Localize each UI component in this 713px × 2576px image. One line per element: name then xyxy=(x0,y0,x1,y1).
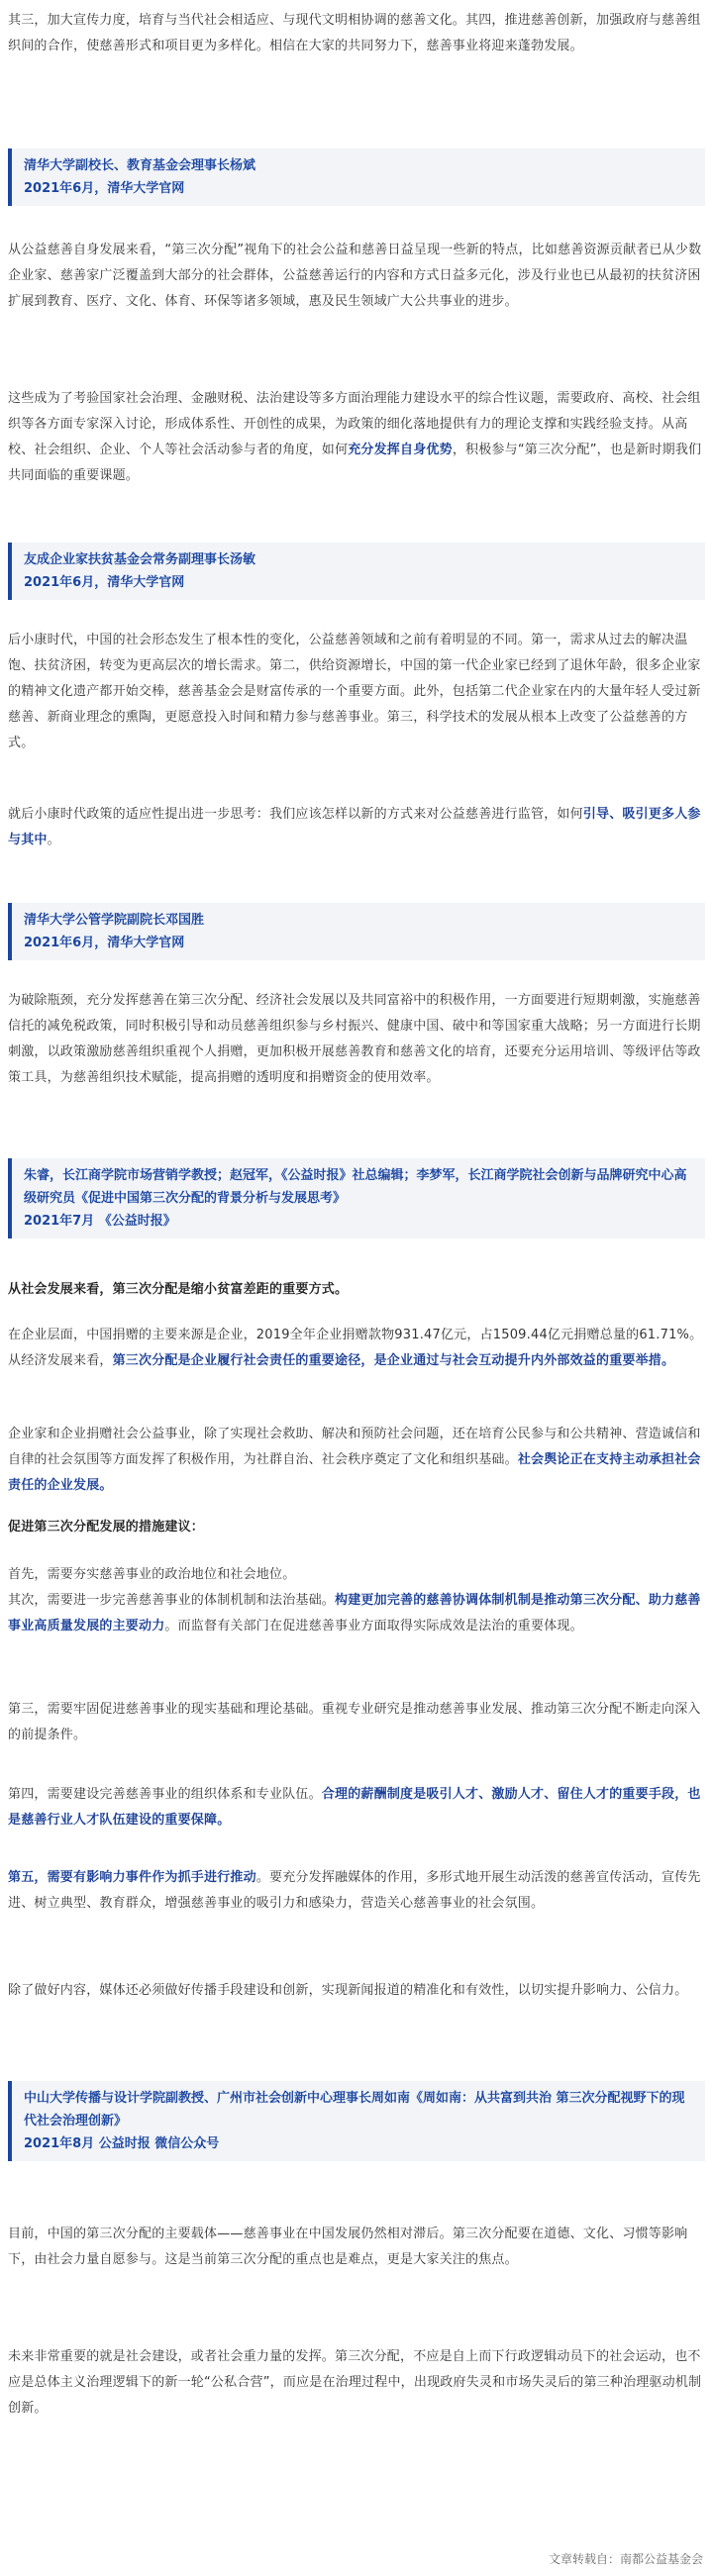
speaker-date: 2021年6月，清华大学官网 xyxy=(24,936,185,950)
speaker-date: 2021年7月 《公益时报》 xyxy=(24,1214,176,1229)
paragraph-text: 。 xyxy=(47,833,60,847)
paragraph xyxy=(8,1588,705,1639)
source-credit: 文章转载自：南都公益基金会 xyxy=(548,2552,703,2566)
speaker-name: 清华大学副校长、教育基金会理事长杨斌 xyxy=(24,158,256,173)
paragraph xyxy=(8,1782,705,1833)
speaker-card-zhu-rui xyxy=(8,1158,705,1238)
paragraph: 除了做好内容，媒体还必须做好传播手段建设和创新，实现新闻报道的精准化和有效性，以切实提升影响力、公信力。 xyxy=(8,1983,688,1998)
section-heading: 促进第三次分配发展的措施建议： xyxy=(8,1520,205,1535)
paragraph: 第三，需要牢固促进慈善事业的现实基础和理论基础。重视专业研究是推动慈善事业发展、推动第三次分配不断走向深入的前提条件。 xyxy=(8,1702,701,1742)
speaker-name: 友成企业家扶贫基金会常务副理事长汤敏 xyxy=(24,552,256,567)
highlight-text: 合理的薪酬制度是吸引人才、激励人才、留住人才的重要手段，也是慈善行业人才队伍建设的重要保障。 xyxy=(8,1787,701,1828)
paragraph-text: 。要充分发挥融媒体的作用，多形式地开展生动活泼的慈善宣传活动，宣传先进、树立典型、教育群众，增强慈善事业的吸引力和感染力，营造关心慈善事业的社会氛围。 xyxy=(8,1870,701,1911)
paragraph-text: 就后小康时代政策的适应性提出进一步思考：我们应该怎样以新的方式来对公益慈善进行监管，如何 xyxy=(8,807,583,822)
speaker-name: 中山大学传播与设计学院副教授、广州市社会创新中心理事长周如南《周如南：从共富到共治 第三次分配视野下的现代社会治理创新》 xyxy=(24,2091,685,2129)
speaker-date: 2021年8月 公益时报 微信公众号 xyxy=(24,2136,220,2151)
paragraph-text: 其次，需要进一步完善慈善事业的体制机制和法治基础。 xyxy=(8,1593,336,1608)
paragraph: 目前，中国的第三次分配的主要载体——慈善事业在中国发展仍然相对滞后。第三次分配要在道德、文化、习惯等影响下，由社会力量自愿参与。这是当前第三次分配的重点也是难点，更是大家关注的焦点。 xyxy=(8,2227,688,2267)
paragraph-text: 第四，需要建设完善慈善事业的组织体系和专业队伍。 xyxy=(8,1787,322,1802)
speaker-date: 2021年6月，清华大学官网 xyxy=(24,575,185,590)
paragraph: 后小康时代，中国的社会形态发生了根本性的变化，公益慈善领域和之前有着明显的不同。第一，需求从过去的解决温饱、扶贫济困，转变为更高层次的增长需求。第二，供给资源增长，中国的第一代企业家已经到了退休年龄，很多企业家的精神文化遗产都开始交棒，慈善基金会是财富传承的一个重要方面。此外，包括第二代企业家在内的大量年轻人受过新慈善、新商业理念的熏陶，更愿意投入时间和精力参与慈善事业。第三，科学技术的发展从根本上改变了公益慈善的方式。 xyxy=(8,633,701,750)
highlight-text: 引导、吸引更多人参与其中 xyxy=(8,807,701,847)
speaker-card-zhou-runan xyxy=(8,2081,705,2161)
paragraph xyxy=(8,802,705,853)
paragraph: 为破除瓶颈，充分发挥慈善在第三次分配、经济社会发展以及共同富裕中的积极作用，一方面要进行短期刺激，实施慈善信托的减免税政策，同时积极引导和动员慈善组织参与乡村振兴、健康中国、破中和等国家重大战略；另一方面进行长期刺激，以政策激励慈善组织重视个人捐赠，更加积极开展慈善教育和慈善文化的培育，还要充分运用培训、等级评估等政策工具，为慈善组织技术赋能，提高捐赠的透明度和捐赠资金的使用效率。 xyxy=(8,993,701,1085)
highlight-text: 第三次分配是企业履行社会责任的重要途径，是企业通过与社会互动提升内外部效益的重要举措。 xyxy=(112,1353,675,1368)
highlight-text: 第五，需要有影响力事件作为抓手进行推动 xyxy=(8,1870,256,1885)
speaker-card-yang-bin xyxy=(8,149,705,206)
intro-paragraph: 其三，加大宣传力度，培育与当代社会相适应、与现代文明相协调的慈善文化。其四，推进慈善创新，加强政府与慈善组织间的合作，使慈善形式和项目更为多样化。相信在大家的共同努力下，慈善事业将迎来蓬勃发展。 xyxy=(8,13,701,53)
paragraph xyxy=(8,1422,705,1499)
highlight-text: 构建更加完善的慈善协调体制机制是推动第三次分配、助力慈善事业高质量发展的主要动力 xyxy=(8,1593,701,1634)
paragraph: 首先，需要夯实慈善事业的政治地位和社会地位。 xyxy=(8,1567,296,1582)
paragraph-text: 这些成为了考验国家社会治理、金融财税、法治建设等多方面治理能力建设水平的综合性议题，需要政府、高校、社会组织等各方面专家深入讨论，形成体系性、开创性的成果，为政策的细化落地提供有力的理论支撑和实践经验支持。从高校、社会组织、企业、个人等社会活动参与者的角度，如何 xyxy=(8,391,701,457)
highlight-text: 社会舆论正在支持主动承担社会责任的企业发展。 xyxy=(8,1452,701,1493)
paragraph-text: 企业家和企业捐赠社会公益事业，除了实现社会救助、解决和预防社会问题，还在培育公民参与和公共精神、营造诚信和自律的社会氛围等方面发挥了积极作用，为社群自治、社会秩序奠定了文化和组织基础。 xyxy=(8,1427,701,1467)
paragraph: 未来非常重要的就是社会建设，或者社会重力量的发挥。第三次分配，不应是自上而下行政逻辑动员下的社会运动，也不应是总体主义治理逻辑下的新一轮“公私合营”，而应是在治理过程中，出现政府失灵和市场失灵后的第三种治理驱动机制创新。 xyxy=(8,2349,702,2416)
paragraph xyxy=(8,1323,705,1374)
speaker-card-tang-min xyxy=(8,543,705,600)
speaker-name: 朱睿，长江商学院市场营销学教授；赵冠军，《公益时报》社总编辑；李梦军，长江商学院社会创新与品牌研究中心高级研究员《促进中国第三次分配的背景分析与发展思考》 xyxy=(24,1168,687,1206)
speaker-date: 2021年6月，清华大学官网 xyxy=(24,181,185,196)
paragraph xyxy=(8,1865,705,1917)
paragraph-text: 。而监督有关部门在促进慈善事业方面取得实际成效是法治的重要体现。 xyxy=(164,1619,583,1634)
speaker-card-deng-guosheng xyxy=(8,903,705,960)
speaker-name: 清华大学公管学院副院长邓国胜 xyxy=(24,913,205,928)
section-heading: 从社会发展来看，第三次分配是缩小贫富差距的重要方式。 xyxy=(8,1282,349,1297)
paragraph-text: 在企业层面，中国捐赠的主要来源是企业，2019全年企业捐赠款物931.47亿元，占1509.44亿元捐赠总量的61.71%。从经济发展来看， xyxy=(8,1328,703,1368)
highlight-text: 充分发挥自身优势 xyxy=(348,443,453,457)
paragraph xyxy=(8,386,705,489)
paragraph-text: ，积极参与“第三次分配”，也是新时期我们共同面临的重要课题。 xyxy=(8,443,702,483)
paragraph: 从公益慈善自身发展来看，“第三次分配”视角下的社会公益和慈善日益呈现一些新的特点，比如慈善资源贡献者已从少数企业家、慈善家广泛覆盖到大部分的社会群体，公益慈善运行的内容和方式日益多元化，涉及行业也已从最初的扶贫济困扩展到教育、医疗、文化、体育、环保等诸多领域，惠及民生领域广大公共事业的进步。 xyxy=(8,243,702,309)
